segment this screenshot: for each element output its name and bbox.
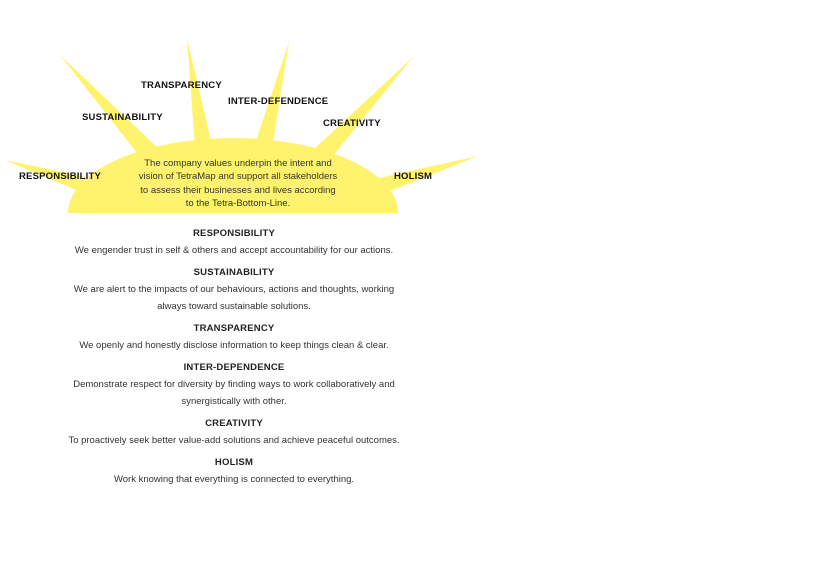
value-description: Demonstrate respect for diversity by finding ways to work collaboratively and synergistically with other. — [73, 379, 395, 407]
value-item-transparency — [68, 322, 400, 354]
value-description: We openly and honestly disclose information to keep things clean & clear. — [79, 340, 389, 351]
value-item-sustainability — [68, 266, 400, 315]
value-title: TRANSPARENCY — [193, 323, 275, 334]
sun-intro-text: The company values underpin the intent and vision of TetraMap and support all stakeholders to assess their businesses and lives according to the Tetra-Bottom-Line. — [138, 158, 338, 209]
value-title: CREATIVITY — [205, 418, 263, 429]
value-item-interdependence — [68, 361, 400, 410]
ray-label-interdependence: INTER-DEFENDENCE — [228, 96, 329, 107]
ray-label-creativity: CREATIVITY — [323, 118, 381, 129]
value-description: We engender trust in self & others and accept accountability for our actions. — [74, 245, 394, 256]
ray-label-responsibility: RESPONSIBILITY — [19, 171, 101, 182]
sun-ray-interdependence — [255, 42, 289, 148]
sun-ray-sustainability — [60, 55, 160, 163]
value-item-holism — [68, 456, 400, 488]
value-description: We are alert to the impacts of our behaviours, actions and thoughts, working always toward sustainable solutions. — [73, 284, 395, 312]
value-item-responsibility — [68, 227, 400, 259]
ray-label-sustainability: SUSTAINABILITY — [82, 112, 163, 123]
ray-label-holism: HOLISM — [394, 171, 433, 182]
ray-label-transparency: TRANSPARENCY — [141, 80, 222, 91]
value-title: HOLISM — [214, 457, 254, 468]
sun-ray-transparency — [187, 38, 212, 148]
value-title: INTER-DEPENDENCE — [183, 362, 285, 373]
value-description: To proactively seek better value-add solutions and achieve peaceful outcomes. — [68, 435, 400, 446]
sun-ray-creativity — [313, 57, 413, 162]
value-title: RESPONSIBILITY — [193, 228, 275, 239]
value-item-creativity — [68, 417, 400, 449]
value-description: Work knowing that everything is connected to everything. — [113, 474, 355, 485]
values-list — [68, 227, 400, 495]
value-title: SUSTAINABILITY — [193, 267, 275, 278]
